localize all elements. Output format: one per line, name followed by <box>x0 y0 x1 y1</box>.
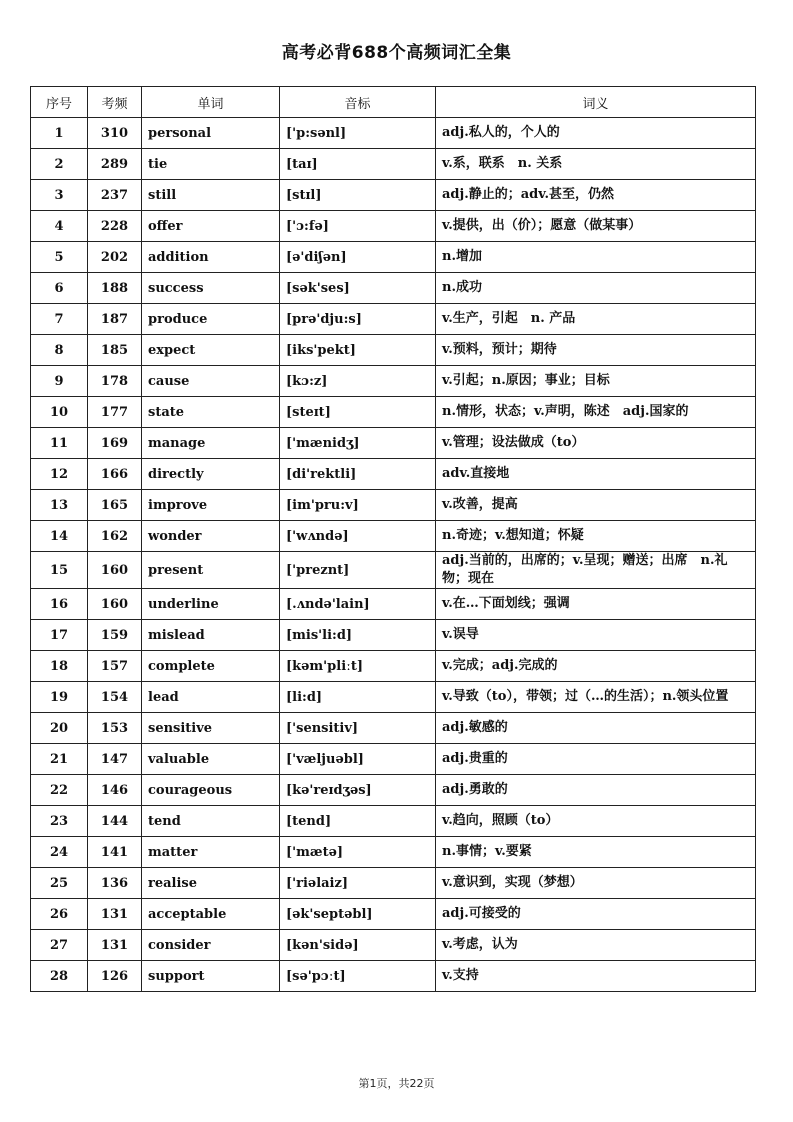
page-footer: 第1页，共22页 <box>358 1077 435 1090</box>
cell-word: addition <box>142 242 280 273</box>
cell-index: 12 <box>31 459 88 490</box>
cell-index: 8 <box>31 335 88 366</box>
cell-frequency: 153 <box>88 713 142 744</box>
cell-word: offer <box>142 211 280 242</box>
cell-word: tend <box>142 806 280 837</box>
cell-meaning: adv.直接地 <box>436 459 756 490</box>
cell-index: 7 <box>31 304 88 335</box>
cell-phonetic: [tend] <box>280 806 436 837</box>
cell-frequency: 177 <box>88 397 142 428</box>
cell-index: 13 <box>31 490 88 521</box>
cell-phonetic: [steɪt] <box>280 397 436 428</box>
cell-meaning: adj.可接受的 <box>436 899 756 930</box>
cell-meaning: n.情形，状态；v.声明，陈述 adj.国家的 <box>436 397 756 428</box>
cell-index: 11 <box>31 428 88 459</box>
cell-word: improve <box>142 490 280 521</box>
cell-word: present <box>142 552 280 589</box>
cell-frequency: 166 <box>88 459 142 490</box>
header-phonetic: 音标 <box>280 87 436 118</box>
cell-frequency: 187 <box>88 304 142 335</box>
cell-meaning: v.导致（to），带领；过（…的生活）；n.领头位置 <box>436 682 756 713</box>
cell-phonetic: [kə'reɪdʒəs] <box>280 775 436 806</box>
cell-meaning: n.增加 <box>436 242 756 273</box>
cell-index: 24 <box>31 837 88 868</box>
cell-meaning: v.提供，出（价）；愿意（做某事） <box>436 211 756 242</box>
cell-meaning: adj.私人的，个人的 <box>436 118 756 149</box>
cell-index: 1 <box>31 118 88 149</box>
cell-frequency: 126 <box>88 961 142 992</box>
cell-index: 16 <box>31 589 88 620</box>
cell-phonetic: [iks'pekt] <box>280 335 436 366</box>
cell-index: 5 <box>31 242 88 273</box>
table-header-row <box>31 87 756 118</box>
cell-word: consider <box>142 930 280 961</box>
cell-meaning: v.预料，预计；期待 <box>436 335 756 366</box>
cell-phonetic: ['preznt] <box>280 552 436 589</box>
cell-word: matter <box>142 837 280 868</box>
cell-frequency: 154 <box>88 682 142 713</box>
cell-phonetic: [ə'diʃən] <box>280 242 436 273</box>
cell-index: 28 <box>31 961 88 992</box>
table-row <box>31 459 756 490</box>
cell-index: 18 <box>31 651 88 682</box>
table-row <box>31 899 756 930</box>
cell-frequency: 169 <box>88 428 142 459</box>
cell-frequency: 146 <box>88 775 142 806</box>
cell-word: wonder <box>142 521 280 552</box>
cell-word: directly <box>142 459 280 490</box>
cell-meaning: adj.当前的，出席的；v.呈现；赠送；出席 n.礼物；现在 <box>436 552 756 589</box>
header-frequency: 考频 <box>88 87 142 118</box>
header-index: 序号 <box>31 87 88 118</box>
cell-frequency: 160 <box>88 552 142 589</box>
cell-phonetic: [taɪ] <box>280 149 436 180</box>
cell-meaning: n.成功 <box>436 273 756 304</box>
cell-frequency: 136 <box>88 868 142 899</box>
cell-phonetic: [sək'ses] <box>280 273 436 304</box>
cell-meaning: v.支持 <box>436 961 756 992</box>
cell-index: 21 <box>31 744 88 775</box>
cell-word: produce <box>142 304 280 335</box>
cell-phonetic: ['ɔ:fə] <box>280 211 436 242</box>
cell-meaning: v.改善，提高 <box>436 490 756 521</box>
cell-phonetic: ['sensitiv] <box>280 713 436 744</box>
table-row <box>31 930 756 961</box>
cell-frequency: 237 <box>88 180 142 211</box>
cell-index: 14 <box>31 521 88 552</box>
table-row <box>31 149 756 180</box>
cell-phonetic: ['væljuəbl] <box>280 744 436 775</box>
cell-phonetic: [ək'septəbl] <box>280 899 436 930</box>
cell-frequency: 144 <box>88 806 142 837</box>
cell-word: personal <box>142 118 280 149</box>
cell-phonetic: ['mætə] <box>280 837 436 868</box>
cell-index: 9 <box>31 366 88 397</box>
table-row <box>31 682 756 713</box>
table-row <box>31 118 756 149</box>
cell-phonetic: [stɪl] <box>280 180 436 211</box>
vocab-table <box>30 86 756 992</box>
cell-meaning: n.事情；v.要紧 <box>436 837 756 868</box>
page-title: 高考必背688个高频词汇全集 <box>281 43 512 63</box>
cell-frequency: 185 <box>88 335 142 366</box>
cell-phonetic: [li:d] <box>280 682 436 713</box>
table-row <box>31 837 756 868</box>
cell-meaning: v.完成；adj.完成的 <box>436 651 756 682</box>
cell-frequency: 228 <box>88 211 142 242</box>
cell-index: 27 <box>31 930 88 961</box>
table-row <box>31 366 756 397</box>
cell-frequency: 160 <box>88 589 142 620</box>
cell-meaning: v.在…下面划线；强调 <box>436 589 756 620</box>
cell-phonetic: [di'rektli] <box>280 459 436 490</box>
table-row <box>31 868 756 899</box>
header-meaning: 词义 <box>436 87 756 118</box>
cell-phonetic: [kən'sidə] <box>280 930 436 961</box>
table-row <box>31 589 756 620</box>
cell-word: manage <box>142 428 280 459</box>
table-row <box>31 335 756 366</box>
cell-frequency: 147 <box>88 744 142 775</box>
cell-meaning: v.趋向，照顾（to） <box>436 806 756 837</box>
cell-frequency: 141 <box>88 837 142 868</box>
cell-phonetic: ['p:sənl] <box>280 118 436 149</box>
cell-meaning: v.生产，引起 n. 产品 <box>436 304 756 335</box>
cell-word: still <box>142 180 280 211</box>
table-row <box>31 242 756 273</box>
cell-meaning: v.意识到，实现（梦想） <box>436 868 756 899</box>
cell-index: 20 <box>31 713 88 744</box>
cell-word: state <box>142 397 280 428</box>
cell-phonetic: [sə'pɔːt] <box>280 961 436 992</box>
cell-meaning: n.奇迹；v.想知道；怀疑 <box>436 521 756 552</box>
cell-index: 23 <box>31 806 88 837</box>
cell-index: 4 <box>31 211 88 242</box>
cell-meaning: v.管理；设法做成（to） <box>436 428 756 459</box>
cell-index: 3 <box>31 180 88 211</box>
cell-meaning: v.误导 <box>436 620 756 651</box>
table-row <box>31 775 756 806</box>
cell-meaning: adj.静止的；adv.甚至，仍然 <box>436 180 756 211</box>
cell-word: realise <box>142 868 280 899</box>
cell-phonetic: ['wʌndə] <box>280 521 436 552</box>
cell-frequency: 159 <box>88 620 142 651</box>
cell-phonetic: [im'pru:v] <box>280 490 436 521</box>
cell-index: 10 <box>31 397 88 428</box>
table-row <box>31 428 756 459</box>
cell-word: mislead <box>142 620 280 651</box>
cell-meaning: adj.勇敢的 <box>436 775 756 806</box>
cell-phonetic: ['riəlaiz] <box>280 868 436 899</box>
cell-phonetic: [mis'li:d] <box>280 620 436 651</box>
cell-word: expect <box>142 335 280 366</box>
cell-frequency: 202 <box>88 242 142 273</box>
table-row <box>31 397 756 428</box>
cell-frequency: 165 <box>88 490 142 521</box>
cell-phonetic: [prə'dju:s] <box>280 304 436 335</box>
table-row <box>31 961 756 992</box>
cell-frequency: 162 <box>88 521 142 552</box>
cell-index: 22 <box>31 775 88 806</box>
cell-phonetic: ['mænidʒ] <box>280 428 436 459</box>
table-row <box>31 304 756 335</box>
cell-word: acceptable <box>142 899 280 930</box>
cell-word: courageous <box>142 775 280 806</box>
table-row <box>31 620 756 651</box>
table-row <box>31 651 756 682</box>
cell-meaning: v.系，联系 n. 关系 <box>436 149 756 180</box>
cell-index: 2 <box>31 149 88 180</box>
cell-frequency: 310 <box>88 118 142 149</box>
cell-phonetic: [.ʌndə'lain] <box>280 589 436 620</box>
table-row <box>31 806 756 837</box>
cell-frequency: 178 <box>88 366 142 397</box>
cell-word: cause <box>142 366 280 397</box>
cell-index: 17 <box>31 620 88 651</box>
cell-word: support <box>142 961 280 992</box>
cell-word: lead <box>142 682 280 713</box>
cell-index: 26 <box>31 899 88 930</box>
cell-word: tie <box>142 149 280 180</box>
cell-phonetic: [kɔ:z] <box>280 366 436 397</box>
table-row <box>31 273 756 304</box>
cell-word: underline <box>142 589 280 620</box>
cell-index: 15 <box>31 552 88 589</box>
table-row <box>31 211 756 242</box>
table-row <box>31 490 756 521</box>
cell-frequency: 131 <box>88 930 142 961</box>
cell-frequency: 131 <box>88 899 142 930</box>
table-row <box>31 713 756 744</box>
table-row <box>31 180 756 211</box>
cell-phonetic: [kəm'pliːt] <box>280 651 436 682</box>
table-row <box>31 521 756 552</box>
table-row <box>31 552 756 589</box>
cell-meaning: adj.敏感的 <box>436 713 756 744</box>
table-body <box>31 118 756 992</box>
cell-word: success <box>142 273 280 304</box>
table-row <box>31 744 756 775</box>
cell-frequency: 289 <box>88 149 142 180</box>
cell-meaning: adj.贵重的 <box>436 744 756 775</box>
cell-meaning: v.引起；n.原因；事业；目标 <box>436 366 756 397</box>
cell-word: complete <box>142 651 280 682</box>
cell-word: valuable <box>142 744 280 775</box>
cell-frequency: 188 <box>88 273 142 304</box>
cell-frequency: 157 <box>88 651 142 682</box>
cell-index: 25 <box>31 868 88 899</box>
header-word: 单词 <box>142 87 280 118</box>
cell-index: 19 <box>31 682 88 713</box>
cell-index: 6 <box>31 273 88 304</box>
cell-meaning: v.考虑，认为 <box>436 930 756 961</box>
cell-word: sensitive <box>142 713 280 744</box>
